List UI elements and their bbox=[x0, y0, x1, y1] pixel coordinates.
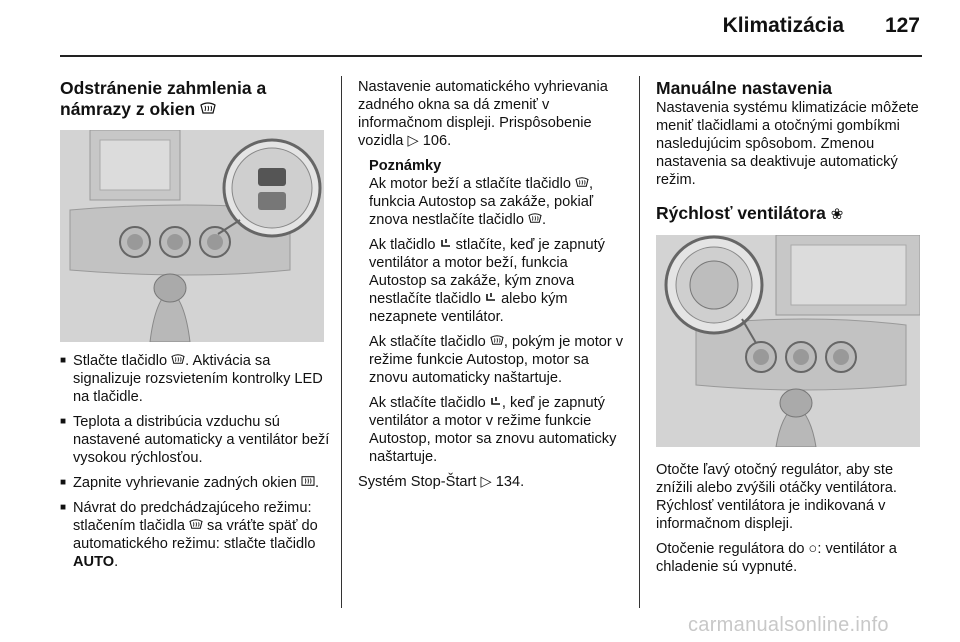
note-paragraph: Ak motor beží a stlačíte tlačidlo , funkcia Autostop sa zakáže, pokiaľ znova nestlačíte tlačidlo . bbox=[369, 176, 594, 228]
note-paragraph: Ak tlačidlo stlačíte, keď je zapnutý ventilátor a motor beží, funkcia Autostop sa zakáže, kým znova nestlačíte tlačidlo alebo kým nezapnete ventilátor. bbox=[369, 237, 605, 325]
page-reference-arrow-icon: ▷ bbox=[407, 133, 419, 149]
fan-paragraph: Otočte ľavý otočný regulátor, aby ste znížili alebo zvýšili otáčky ventilátora. Rýchlosť ventilátora je indikovaná v informačnom displeji. bbox=[656, 462, 897, 532]
column-3 bbox=[656, 78, 924, 583]
column-1 bbox=[60, 78, 330, 578]
column-divider-2 bbox=[639, 76, 640, 608]
windscreen-defrost-icon bbox=[490, 334, 504, 350]
off-circle-icon: ○ bbox=[808, 541, 818, 557]
note-block bbox=[358, 157, 628, 466]
section-heading-fan-speed: Rýchlosť ventilátora ❀ bbox=[656, 203, 844, 223]
climate-control-photo bbox=[60, 130, 324, 342]
windscreen-defrost-icon bbox=[189, 518, 203, 534]
windscreen-defrost-icon bbox=[575, 176, 589, 192]
defrost-steps-list bbox=[60, 352, 330, 571]
header-rule bbox=[60, 55, 922, 57]
note-paragraph: Ak stlačíte tlačidlo , pokým je motor v režime funkcie Autostop, motor sa znovu automaticky naštartuje. bbox=[369, 334, 624, 386]
intro-paragraph: Nastavenie automatického vyhrievania zadného okna sa dá zmeniť v informačnom displeji. Prispôsobenie vozidla ▷ 106. bbox=[358, 79, 608, 149]
chapter-title: Klimatizácia bbox=[722, 14, 844, 37]
note-title: Poznámky bbox=[369, 158, 442, 174]
windscreen-defrost-icon bbox=[200, 102, 216, 119]
column-2 bbox=[358, 78, 628, 498]
fan-off-paragraph: Otočenie regulátora do ○: ventilátor a chladenie sú vypnuté. bbox=[656, 541, 897, 575]
page-reference-arrow-icon: ▷ bbox=[480, 474, 492, 490]
page-number: 127 bbox=[884, 14, 920, 37]
note-paragraph: Ak stlačíte tlačidlo , keď je zapnutý ventilátor a motor v režime funkcie Autostop, motor sa znovu automaticky naštartuje. bbox=[369, 395, 617, 465]
manual-paragraph: Nastavenia systému klimatizácie môžete meniť tlačidlami a otočnými gombíkmi nasledujúcim spôsobom. Zmenou nastavenia sa deaktivuje automatický režim. bbox=[656, 100, 919, 188]
face-vent-icon bbox=[440, 237, 452, 253]
section-heading-defrost: Odstránenie zahmlenia a námrazy z okien bbox=[60, 78, 267, 119]
windscreen-defrost-icon bbox=[171, 353, 185, 369]
page-header bbox=[60, 14, 922, 58]
watermark: carmanualsonline.info bbox=[688, 614, 889, 636]
rear-window-heating-icon bbox=[301, 475, 315, 491]
windscreen-defrost-icon bbox=[528, 212, 542, 228]
list-item: ■ Stlačte tlačidlo . Aktivácia sa signalizuje rozsvietením kontrolky LED na tlačidle. bbox=[60, 352, 330, 406]
cross-reference: Systém Stop-Štart ▷ 134. bbox=[358, 474, 525, 490]
face-vent-icon bbox=[485, 291, 497, 307]
column-divider-1 bbox=[341, 76, 342, 608]
face-vent-icon bbox=[490, 395, 502, 411]
fan-icon: ❀ bbox=[830, 206, 844, 223]
list-item: ■ Zapnite vyhrievanie zadných okien . bbox=[60, 474, 330, 492]
list-item: ■ Teplota a distribúcia vzduchu sú nastavené automaticky a ventilátor beží vysokou rýchlosťou. bbox=[60, 413, 330, 467]
section-heading-manual: Manuálne nastavenia bbox=[656, 78, 833, 98]
fan-control-photo bbox=[656, 235, 920, 447]
list-item: ■ Návrat do predchádzajúceho režimu: stlačením tlačidla sa vráťte späť do automatického režimu: stlačte tlačidlo AUTO. bbox=[60, 499, 330, 571]
